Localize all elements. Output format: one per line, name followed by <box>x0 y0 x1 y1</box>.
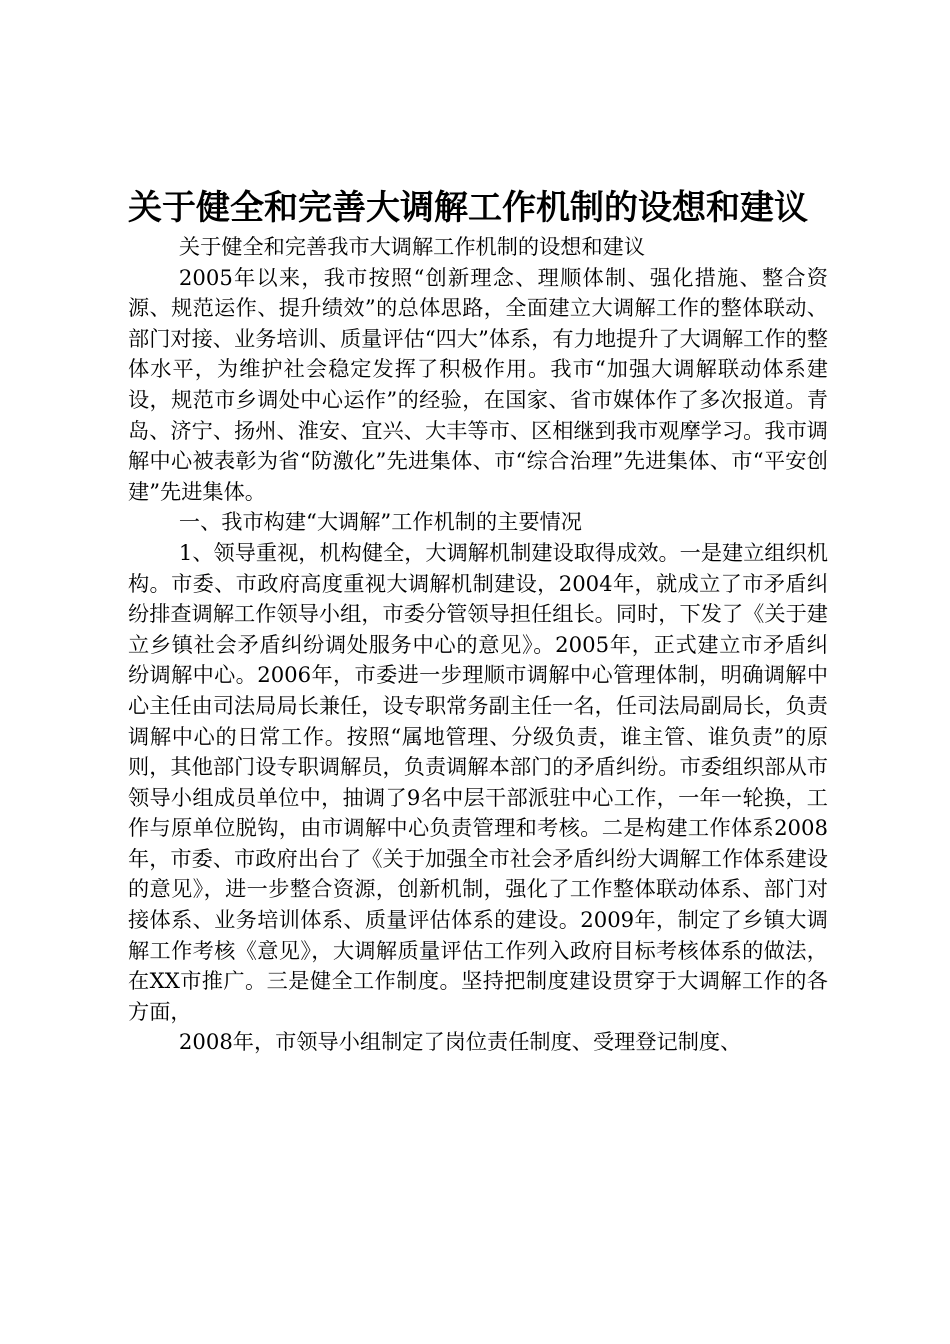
intro-paragraph: 2005年以来，我市按照“创新理念、理顺体制、强化措施、整合资源、规范运作、提升绩效”的总体思路，全面建立大调解工作的整体联动、部门对接、业务培训、质量评估“四大”体系，有力地提升了大调解工作的整体水平，为维护社会稳定发挥了积极作用。我市“加强大调解联动体系建设，规范市乡调处中心运作”的经验，在国家、省市媒体作了多次报道。青岛、济宁、扬州、淮安、宜兴、大丰等市、区相继到我市观摩学习。我市调解中心被表彰为省“防激化”先进集体、市“综合治理”先进集体、市“平安创建”先进集体。 <box>128 264 828 504</box>
subtitle-paragraph: 关于健全和完善我市大调解工作机制的设想和建议 <box>178 234 646 259</box>
document-body <box>128 232 828 1058</box>
document-title: 关于健全和完善大调解工作机制的设想和建议 <box>128 188 808 228</box>
body-paragraph: 2008年，市领导小组制定了岗位责任制度、受理登记制度、 <box>178 1029 742 1055</box>
body-paragraph: 1、领导重视，机构健全，大调解机制建设取得成效。一是建立组织机构。市委、市政府高度重视大调解机制建设，2004年，就成立了市矛盾纠纷排查调解工作领导小组，市委分管领导担任组长。同时，下发了《关于建立乡镇社会矛盾纠纷调处服务中心的意见》。2005年，正式建立市矛盾纠纷调解中心。2006年，市委进一步理顺市调解中心管理体制，明确调解中心主任由司法局局长兼任，设专职常务副主任一名，任司法局副局长，负责调解中心的日常工作。按照“属地管理、分级负责，谁主管、谁负责”的原则，其他部门设专职调解员，负责调解本部门的矛盾纠纷。市委组织部从市领导小组成员单位中，抽调了9名中层干部派驻中心工作，一年一轮换，工作与原单位脱钩，由市调解中心负责管理和考核。二是构建工作体系2008年，市委、市政府出台了《关于加强全市社会矛盾纠纷大调解工作体系建设的意见》，进一步整合资源，创新机制，强化了工作整体联动体系、部门对接体系、业务培训体系、质量评估体系的建设。2009年，制定了乡镇大调解工作考核《意见》，大调解质量评估工作列入政府目标考核体系的做法，在XX市推广。三是健全工作制度。坚持把制度建设贯穿于大调解工作的各方面， <box>128 539 829 1024</box>
section-heading: 一、我市构建“大调解”工作机制的主要情况 <box>178 509 582 535</box>
